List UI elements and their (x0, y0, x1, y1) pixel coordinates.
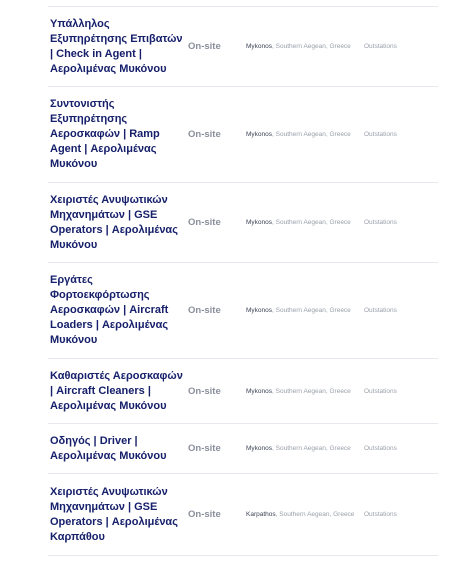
location-region: , Southern Aegean, Greece (272, 219, 351, 226)
job-location (246, 388, 364, 395)
job-department: Outstations (364, 511, 397, 518)
job-location (246, 43, 364, 50)
divider (48, 0, 438, 7)
job-title-link[interactable]: Οδηγός | Driver | Αερολιμένας Μυκόνου (50, 434, 167, 462)
location-city: Mykonos (246, 387, 273, 395)
job-department: Outstations (364, 219, 397, 226)
job-department: Outstations (364, 131, 397, 138)
job-title-link[interactable]: Υπάλληλος Εξυπηρέτησης Επιβατών | Check in Agent | Αερολιμένας Μυκόνου (50, 17, 183, 75)
workplace-type: On-site (188, 41, 221, 52)
job-listings (48, 0, 438, 556)
location-region: , Southern Aegean, Greece (272, 131, 351, 138)
job-row[interactable] (48, 87, 438, 183)
location-city: Mykonos (246, 219, 273, 226)
workplace-type: On-site (188, 509, 221, 520)
location-region: , Southern Aegean, Greece (272, 307, 351, 314)
job-title-link[interactable]: Καθαριστές Αεροσκαφών | Aircraft Cleaners | Αερολιμένας Μυκόνου (50, 369, 183, 412)
location-city: Mykonos (246, 131, 273, 138)
job-department: Outstations (364, 43, 397, 50)
job-title-link[interactable]: Χειριστές Ανυψωτικών Μηχανημάτων | GSE Operators | Αερολιμένας Μυκόνου (50, 193, 178, 251)
job-row[interactable] (48, 359, 438, 424)
job-row[interactable] (48, 424, 438, 474)
location-city: Karpathos (246, 511, 276, 518)
job-location (246, 219, 364, 226)
job-location (246, 511, 364, 518)
location-region: , Southern Aegean, Greece (272, 387, 351, 395)
job-department: Outstations (364, 387, 397, 395)
location-city: Mykonos (246, 445, 273, 452)
job-department: Outstations (364, 445, 397, 452)
location-region: , Southern Aegean, Greece (272, 43, 351, 50)
location-region: , Southern Aegean, Greece (275, 511, 355, 518)
job-row[interactable] (48, 263, 438, 359)
job-department: Outstations (364, 307, 397, 314)
workplace-type: On-site (188, 305, 221, 316)
job-location (246, 307, 364, 314)
job-title-link[interactable]: Εργάτες Φορτοεκφόρτωσης Αεροσκαφών | Aircraft Loaders | Αερολιμένας Μυκόνου (50, 274, 169, 346)
workplace-type: On-site (188, 385, 221, 397)
location-city: Mykonos (246, 307, 273, 314)
job-location (246, 131, 364, 138)
location-city: Mykonos (246, 43, 273, 50)
job-title-link[interactable]: Συντονιστής Εξυπηρέτησης Αεροσκαφών | Ramp Agent | Αερολιμένας Μυκόνου (50, 98, 160, 170)
job-row[interactable] (48, 474, 438, 556)
job-row[interactable] (48, 7, 438, 87)
workplace-type: On-site (188, 217, 221, 228)
workplace-type: On-site (188, 129, 221, 140)
location-region: , Southern Aegean, Greece (272, 445, 351, 452)
job-title-link[interactable]: Χειριστές Ανυψωτικών Μηχανημάτων | GSE Operators | Αερολιμένας Καρπάθου (50, 485, 178, 543)
job-row[interactable] (48, 183, 438, 263)
job-location (246, 445, 364, 452)
workplace-type: On-site (188, 443, 221, 454)
